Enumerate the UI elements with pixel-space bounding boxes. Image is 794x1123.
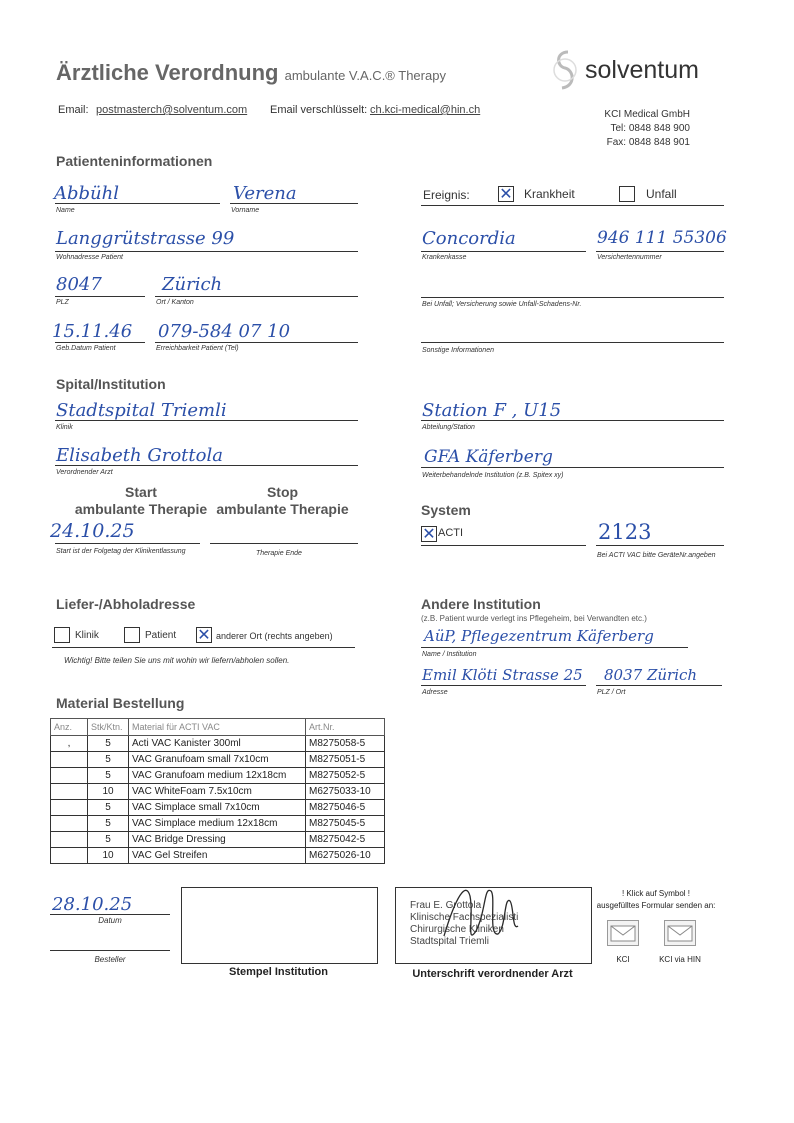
geraet-label: Bei ACTI VAC bitte GeräteNr.angeben <box>597 552 716 559</box>
patient-plz-value[interactable]: 8047 <box>56 274 102 295</box>
versichertennummer-value[interactable]: 946 111 55306 <box>597 228 727 248</box>
other-plz-line <box>596 685 722 686</box>
material-cell-stk: 5 <box>88 832 129 848</box>
material-body <box>51 736 385 864</box>
patient-ort-line <box>155 296 358 297</box>
material-cell-anz[interactable]: , <box>51 736 88 752</box>
klinik-label: Klinik <box>56 424 73 431</box>
weiter-value[interactable]: GFA Käferberg <box>424 447 553 467</box>
other-name-line <box>421 647 688 648</box>
company-name: KCI Medical GmbH <box>604 109 690 120</box>
section-institution: Spital/Institution <box>56 376 166 392</box>
stop-date-label: Therapie Ende <box>256 550 302 557</box>
delivery-anderer-text: anderer Ort <box>216 631 263 641</box>
material-row <box>51 848 385 864</box>
material-cell-anz[interactable] <box>51 752 88 768</box>
krankheit-checkbox[interactable] <box>498 186 514 202</box>
other-address-label: Adresse <box>422 689 448 696</box>
material-row <box>51 800 385 816</box>
delivery-note: Wichtig! Bitte teilen Sie uns mit wohin wir liefern/abholen sollen. <box>64 656 290 665</box>
material-cell-anz[interactable] <box>51 848 88 864</box>
solventum-logo-icon <box>550 48 580 92</box>
material-cell-stk: 10 <box>88 784 129 800</box>
material-row <box>51 816 385 832</box>
material-cell-art: M8275046-5 <box>306 800 385 816</box>
material-cell-name: VAC Granufoam medium 12x18cm <box>129 768 306 784</box>
material-cell-stk: 5 <box>88 736 129 752</box>
patient-name-line <box>55 203 220 204</box>
material-header-anz: Anz. <box>51 719 88 736</box>
material-cell-stk: 5 <box>88 768 129 784</box>
material-cell-art: M8275042-5 <box>306 832 385 848</box>
start-date-label: Start ist der Folgetag der Klinikentlassung <box>56 548 186 555</box>
patient-tel-value[interactable]: 079-584 07 10 <box>158 321 291 342</box>
geraet-line <box>596 545 724 546</box>
stamp-line-1: Frau E. Grottola <box>410 900 482 911</box>
delivery-patient-label: Patient <box>145 630 177 641</box>
patient-ort-label: Ort / Kanton <box>156 299 194 306</box>
stop-heading <box>210 484 355 518</box>
section-system: System <box>421 502 471 518</box>
ereignis-label: Ereignis: <box>423 188 470 202</box>
datum-line <box>50 914 170 915</box>
material-cell-stk: 5 <box>88 816 129 832</box>
start-heading <box>56 484 226 518</box>
unterschrift-label: Unterschrift verordnender Arzt <box>412 968 573 980</box>
stamp-line-2: Klinische Fachspezialisti <box>410 912 519 923</box>
krankheit-check-mark: ✕ <box>499 184 513 203</box>
geraet-value[interactable]: 2123 <box>598 520 652 544</box>
send-kci-hin-label: KCI via HIN <box>659 955 701 964</box>
delivery-klinik-label: Klinik <box>75 630 99 641</box>
material-cell-stk: 10 <box>88 848 129 864</box>
ereignis-line <box>421 205 724 206</box>
arzt-label: Verordnender Arzt <box>56 469 113 476</box>
email-encrypted-label: Email verschlüsselt: <box>270 104 368 116</box>
patient-plz-line <box>55 296 145 297</box>
klinik-value[interactable]: Stadtspital Triemli <box>56 400 227 421</box>
station-value[interactable]: Station F , U15 <box>422 400 562 421</box>
form-subtitle: ambulante V.A.C.® Therapy <box>284 68 446 83</box>
patient-name-value[interactable]: Abbühl <box>54 183 119 204</box>
arzt-line <box>55 465 358 466</box>
material-row <box>51 784 385 800</box>
material-row <box>51 832 385 848</box>
material-cell-anz[interactable] <box>51 832 88 848</box>
material-cell-stk: 5 <box>88 752 129 768</box>
material-row <box>51 752 385 768</box>
unfall-info-label: Bei Unfall; Versicherung sowie Unfall-Schadens-Nr. <box>422 301 582 308</box>
section-delivery: Liefer-/Abholadresse <box>56 596 196 612</box>
material-cell-anz[interactable] <box>51 800 88 816</box>
delivery-klinik-checkbox[interactable] <box>54 627 70 643</box>
material-row <box>51 768 385 784</box>
patient-tel-line <box>155 342 358 343</box>
material-row <box>51 736 385 752</box>
envelope-icon <box>608 921 638 945</box>
patient-vorname-value[interactable]: Verena <box>233 183 297 204</box>
material-cell-anz[interactable] <box>51 784 88 800</box>
material-header-stk: Stk/Ktn. <box>88 719 129 736</box>
material-cell-name: VAC WhiteFoam 7.5x10cm <box>129 784 306 800</box>
patient-dob-value[interactable]: 15.11.46 <box>52 321 133 342</box>
material-cell-art: M8275058-5 <box>306 736 385 752</box>
acti-label: ACTI <box>438 527 464 539</box>
besteller-label: Besteller <box>94 955 126 964</box>
krankenkasse-value[interactable]: Concordia <box>422 228 516 249</box>
krankenkasse-line <box>421 251 586 252</box>
solventum-logo <box>550 48 580 92</box>
klinik-line <box>55 420 358 421</box>
sonstige-label: Sonstige Informationen <box>422 347 494 354</box>
material-cell-art: M8275052-5 <box>306 768 385 784</box>
material-header-row <box>51 719 385 736</box>
material-cell-name: VAC Granufoam small 7x10cm <box>129 752 306 768</box>
company-block <box>600 108 690 150</box>
klick-line-2: ausgefülltes Formular senden an: <box>596 901 716 910</box>
acti-checkbox[interactable] <box>421 526 437 542</box>
datum-value[interactable]: 28.10.25 <box>52 894 133 915</box>
station-line <box>421 420 724 421</box>
material-cell-name: VAC Simplace medium 12x18cm <box>129 816 306 832</box>
start-date-value[interactable]: 24.10.25 <box>50 520 135 542</box>
stop-date-line <box>210 543 358 544</box>
form-title <box>56 60 446 86</box>
material-cell-art: M6275026-10 <box>306 848 385 864</box>
station-label: Abteilung/Station <box>422 424 475 431</box>
material-cell-anz[interactable] <box>51 768 88 784</box>
krankenkasse-label: Krankenkasse <box>422 254 467 261</box>
klick-line-1: ! Klick auf Symbol ! <box>621 889 691 898</box>
arzt-value[interactable]: Elisabeth Grottola <box>56 445 223 466</box>
versichertennummer-label: Versichertennummer <box>597 254 662 261</box>
email-label: Email: <box>58 104 89 116</box>
unfall-label: Unfall <box>646 187 677 201</box>
form-title-main: Ärztliche Verordnung <box>56 60 279 85</box>
other-address-value[interactable]: Emil Klöti Strasse 25 <box>422 666 583 684</box>
patient-address-line <box>55 251 358 252</box>
doctor-signature <box>436 876 526 956</box>
versichertennummer-line <box>596 251 724 252</box>
start-title: Start <box>125 484 157 500</box>
start-date-line <box>55 543 200 544</box>
brand-name: solventum <box>585 56 699 84</box>
company-fax: Fax: 0848 848 901 <box>606 137 690 148</box>
company-tel: Tel: 0848 848 900 <box>610 123 690 134</box>
delivery-anderer-hint: (rechts angeben) <box>264 631 333 641</box>
delivery-line <box>52 647 355 648</box>
material-cell-art: M8275051-5 <box>306 752 385 768</box>
stamp-line-4: Stadtspital Triemli <box>410 936 489 947</box>
material-cell-name: VAC Simplace small 7x10cm <box>129 800 306 816</box>
send-kci-label: KCI <box>616 955 630 964</box>
patient-plz-label: PLZ <box>56 299 69 306</box>
other-address-line <box>421 685 586 686</box>
other-plz-label: PLZ / Ort <box>597 689 626 696</box>
delivery-anderer-checkbox[interactable] <box>196 627 212 643</box>
email-link[interactable]: postmasterch@solventum.com <box>96 104 248 116</box>
other-institution-hint: (z.B. Patient wurde verlegt ins Pflegeheim, bei Verwandten etc.) <box>421 614 647 623</box>
send-kci-mail-icon[interactable] <box>607 920 639 946</box>
material-cell-name: VAC Gel Streifen <box>129 848 306 864</box>
stop-sub: ambulante Therapie <box>216 501 349 517</box>
material-cell-art: M8275045-5 <box>306 816 385 832</box>
stempel-label: Stempel Institution <box>229 966 328 978</box>
section-patient: Patienteninformationen <box>56 153 213 169</box>
patient-vorname-label: Vorname <box>231 207 260 214</box>
besteller-line <box>50 950 170 951</box>
patient-dob-label: Geb.Datum Patient <box>56 345 116 352</box>
stamp-line-3: Chirurgische Kliniken <box>410 924 504 935</box>
datum-label: Datum <box>98 916 122 925</box>
material-table <box>50 718 385 864</box>
section-material: Material Bestellung <box>56 695 185 711</box>
stop-title: Stop <box>266 484 299 500</box>
weiter-label: Weiterbehandelnde Institution (z.B. Spitex xy) <box>422 472 564 479</box>
weiter-line <box>421 467 724 468</box>
stempel-box[interactable] <box>181 887 378 964</box>
patient-ort-value[interactable]: Zürich <box>162 274 223 295</box>
patient-tel-label: Erreichbarkeit Patient (Tel) <box>156 345 239 352</box>
material-cell-anz[interactable] <box>51 816 88 832</box>
envelope-icon <box>665 921 695 945</box>
unfall-checkbox[interactable] <box>619 186 635 202</box>
material-cell-name: Acti VAC Kanister 300ml <box>129 736 306 752</box>
delivery-patient-checkbox[interactable] <box>124 627 140 643</box>
material-cell-art: M6275033-10 <box>306 784 385 800</box>
other-name-value[interactable]: AüP, Pflegezentrum Käferberg <box>424 627 654 645</box>
material-header-art: Art.Nr. <box>306 719 385 736</box>
patient-address-label: Wohnadresse Patient <box>56 254 123 261</box>
patient-name-label: Name <box>56 207 75 214</box>
sonstige-line <box>421 342 724 343</box>
unfall-info-line <box>421 297 724 298</box>
klick-hint <box>594 888 718 912</box>
patient-address-value[interactable]: Langgrütstrasse 99 <box>56 228 235 249</box>
other-name-label: Name / Institution <box>422 651 477 658</box>
material-header-name: Material für ACTI VAC <box>129 719 306 736</box>
section-other-institution: Andere Institution <box>421 596 541 612</box>
send-kci-hin-mail-icon[interactable] <box>664 920 696 946</box>
material-cell-name: VAC Bridge Dressing <box>129 832 306 848</box>
acti-check-mark: ✕ <box>422 524 436 543</box>
other-plz-value[interactable]: 8037 Zürich <box>604 666 698 684</box>
patient-dob-line <box>55 342 145 343</box>
patient-vorname-line <box>230 203 358 204</box>
material-cell-stk: 5 <box>88 800 129 816</box>
krankheit-label: Krankheit <box>524 187 575 201</box>
acti-line <box>421 545 586 546</box>
delivery-anderer-check-mark: ✕ <box>197 625 211 644</box>
email-encrypted-link[interactable]: ch.kci-medical@hin.ch <box>370 104 481 116</box>
delivery-anderer-label <box>216 631 333 641</box>
unterschrift-box[interactable] <box>395 887 592 964</box>
start-sub: ambulante Therapie <box>74 501 208 517</box>
